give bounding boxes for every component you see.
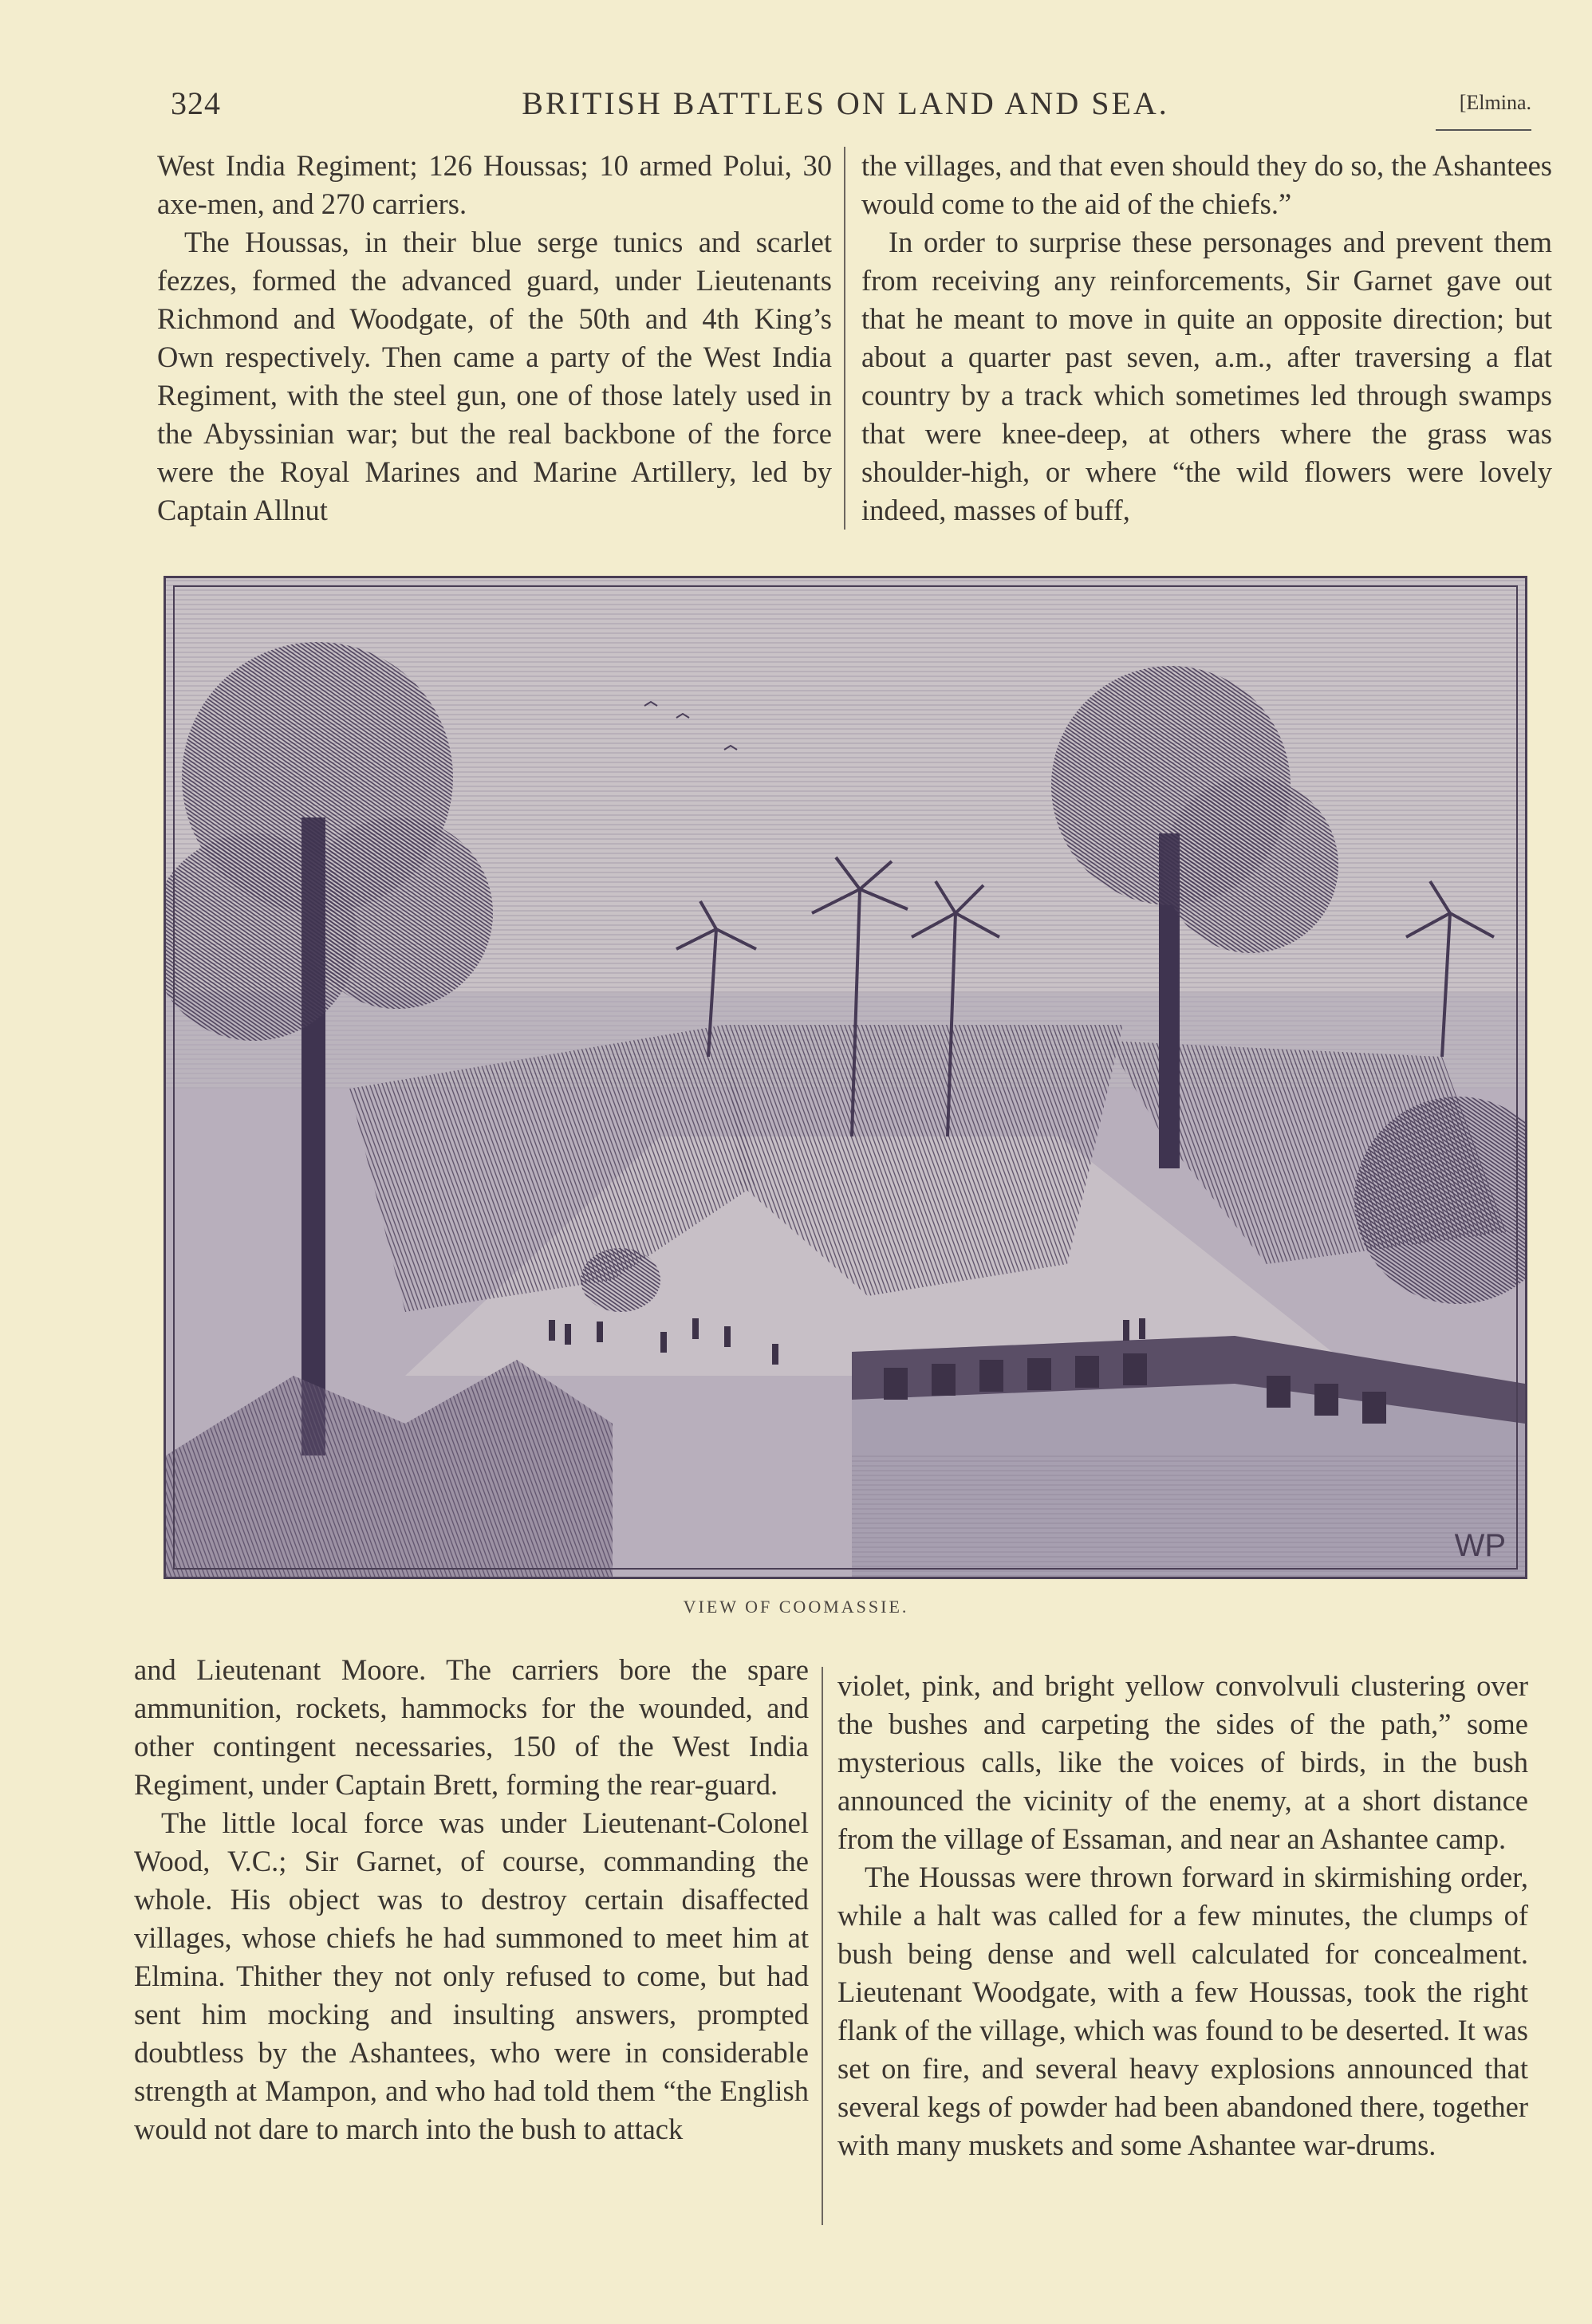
bottom-left-column	[134, 1651, 809, 2149]
page-number: 324	[171, 85, 221, 121]
running-header	[160, 80, 1531, 128]
paragraph: the villages, and that even should they do so, the Ashantees would come to the aid of the chiefs.”	[861, 149, 1552, 220]
paragraph: In order to surprise these personages and prevent them from receiving any reinforcements, Sir Garnet gave out that he meant to move in quite an opposite direction; but about a quarter past seven, a.m., after traversing a flat country by a track which sometimes led through swamps that were knee-deep, at others where the grass was shoulder-high, or where “the wild flowers were lovely indeed, masses of buff,	[861, 226, 1552, 526]
engraving-illustration	[166, 578, 1525, 1577]
paragraph: The Houssas, in their blue serge tunics and scarlet fezzes, formed the advanced guard, under Lieutenants Richmond and Woodgate, of the 50th and 4th King’s Own respectively. Then came a party of the West India Regiment, with the steel gun, one of those lately used in the Abyssinian war; but the real backbone of the force were the Royal Marines and Marine Artillery, led by Captain Allnut	[157, 226, 832, 526]
column-divider	[822, 1667, 823, 2225]
top-right-column	[861, 147, 1552, 530]
bottom-right-column	[837, 1667, 1528, 2164]
column-divider	[844, 147, 845, 530]
paragraph: and Lieutenant Moore. The carriers bore the spare ammunition, rockets, hammocks for the wounded, and other contingent necessaries, 150 of the West India Regiment, under Captain Brett, forming the rear-guard.	[134, 1653, 809, 1801]
engraving-view-of-coomassie	[164, 576, 1527, 1579]
section-marker: [Elmina.	[1459, 91, 1531, 114]
paragraph: The Houssas were thrown forward in skirmishing order, while a halt was called for a few minutes, the clumps of bush being dense and well calculated for concealment. Lieutenant Woodgate, with a few Houssas, took the right flank of the village, which was found to be deserted. It was set on fire, and several heavy explosions announced that several kegs of powder had been abandoned there, together with many muskets and some Ashantee war-drums.	[837, 1861, 1528, 2161]
paragraph: violet, pink, and bright yellow convolvuli clustering over the bushes and carpeting the sides of the path,” some mysterious calls, like the voices of birds, in the bush announced the vicinity of the enemy, at a short distance from the village of Essaman, and near an Ashantee camp.	[837, 1669, 1528, 1855]
paragraph: The little local force was under Lieutenant-Colonel Wood, V.C.; Sir Garnet, of course, commanding the whole. His object was to destroy certain disaffected villages, whose chiefs he had summoned to meet him at Elmina. Thither they not only refused to come, but had sent him mocking and insulting answers, prompted doubtless by the Ashantees, who were in considerable strength at Mampon, and who had told them “the English would not dare to march into the bush to attack	[134, 1806, 809, 2145]
paragraph: West India Regiment; 126 Houssas; 10 armed Polui, 30 axe-men, and 270 carriers.	[157, 149, 832, 220]
header-rule	[1436, 129, 1531, 131]
running-title: BRITISH BATTLES ON LAND AND SEA.	[522, 85, 1169, 121]
top-left-column	[157, 147, 832, 530]
engraver-signature: WP	[1454, 1528, 1506, 1563]
figure-caption: VIEW OF COOMASSIE.	[683, 1597, 909, 1617]
